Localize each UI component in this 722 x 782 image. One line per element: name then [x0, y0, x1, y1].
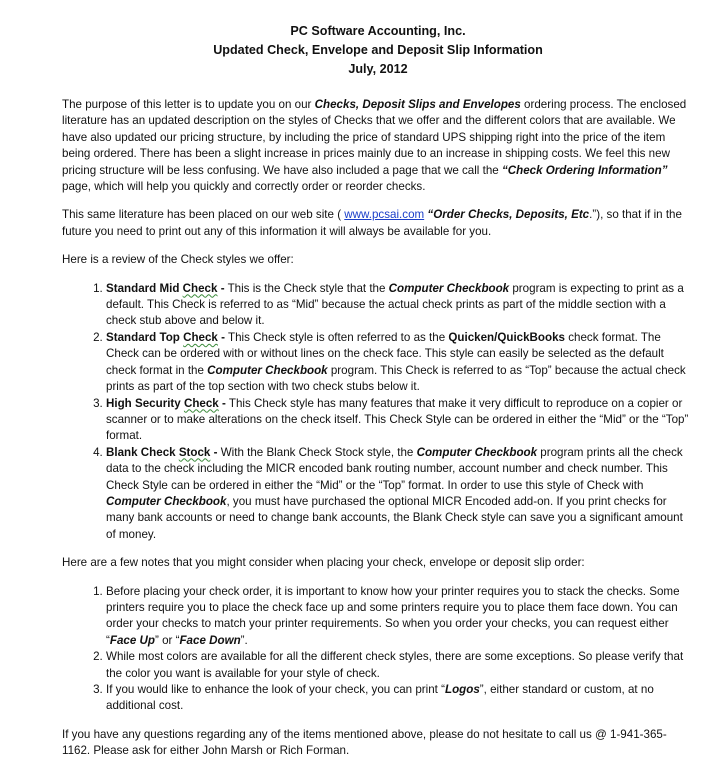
style-name-text: Blank Check: [106, 445, 179, 459]
intro-emphasis-products: Checks, Deposit Slips and Envelopes: [314, 98, 521, 111]
style-text: , you must have purchased the optional MICR Encoded add-on. If you print checks for many bank accounts or need to change bank accounts, the Blank Check style can save you a significant amount of money.: [106, 494, 683, 541]
list-item: [106, 649, 694, 682]
product-name: Computer Checkbook: [416, 445, 538, 459]
list-item: [106, 281, 694, 330]
note-text: ”, either standard or custom, at no additional cost.: [106, 683, 654, 713]
product-name: Computer Checkbook: [388, 281, 510, 295]
style-name-mid: [106, 282, 225, 295]
note-text: Before placing your check order, it is important to know how your printer requires you to stack the checks. Some printers require you to place the check face up and some printers require you to place them face down. You can order your checks to match your printer requirements. So when you order your checks, you can request either “: [106, 584, 680, 647]
note-text: ”.: [240, 633, 248, 647]
style-name-blank: [106, 446, 217, 459]
style-text: This is the Check style that the: [224, 281, 389, 295]
intro-text-1: The purpose of this letter is to update you on our: [62, 98, 315, 111]
style-text: This Check style is often referred to as the: [224, 330, 449, 344]
intro-text-2: ordering process. The enclosed literature has an updated description on the styles of Checks that we offer and the different colors that are available. We have also updated our pricing structure, by including the price of standard UPS shipping right into the price of the item being ordered. There has been a slight increase in prices mainly due to an increase in shipping costs. We feel this new pricing structure will be less confusing. We have also included a page that we call the: [62, 98, 687, 177]
letter-date: July, 2012: [348, 62, 408, 76]
notes-intro: Here are a few notes that you might consider when placing your check, envelope or deposit slip order:: [62, 556, 585, 570]
style-name-squiggle: Stock: [178, 445, 211, 459]
letter-title: Updated Check, Envelope and Deposit Slip Information: [213, 43, 543, 57]
style-name-text: High Security: [106, 396, 184, 410]
list-item: [106, 445, 694, 543]
style-name-separator: -: [217, 330, 225, 344]
style-name-top: [106, 331, 225, 344]
style-name-text: Standard Top: [106, 330, 184, 344]
product-name: Computer Checkbook: [106, 494, 227, 508]
review-intro: Here is a review of the Check styles we offer:: [62, 253, 294, 267]
style-name-squiggle: Check: [183, 330, 218, 344]
style-text: check format. The Check can be ordered with or without lines on the check face. This style can easily be selected as the default check format in the: [106, 330, 664, 377]
list-item: [106, 584, 694, 650]
intro-emphasis-check-ordering: “Check Ordering Information”: [501, 163, 668, 177]
note-text: If you would like to enhance the look of your check, you can print “: [106, 683, 445, 696]
website-paragraph: [62, 207, 694, 240]
logos-option: Logos: [445, 683, 480, 696]
face-down-option: Face Down: [179, 633, 241, 647]
quicken-format: Quicken/QuickBooks: [448, 330, 565, 344]
website-text-2: (: [337, 208, 345, 222]
style-name-squiggle: Check: [182, 281, 218, 295]
style-text: program is expecting to print as a default. This Check is referred to as “Mid” because the actual check prints as part of the middle section with a check stub above and below it.: [106, 281, 684, 328]
note-text: While most colors are available for all the different check styles, there are some exceptions. So please verify that the color you want is available for your style of check.: [106, 650, 684, 680]
closing-paragraph: If you have any questions regarding any of the items mentioned above, please do not hesitate to call us @ 1-941-365-1162. Please ask for either John Marsh or Rich Forman.: [62, 727, 667, 758]
style-name-separator: -: [210, 445, 218, 459]
style-text: program. This Check is referred to as “Top” because the actual check prints as part of the top section with two check stubs below it.: [106, 363, 686, 394]
list-item: [106, 682, 694, 715]
check-styles-list: [62, 281, 694, 544]
intro-paragraph: [62, 97, 694, 195]
style-text: With the Blank Check Stock style, the: [217, 445, 417, 459]
style-name-separator: -: [218, 396, 226, 410]
style-text: program prints all the check data to the check including the MICR encoded bank routing number, account number and check number. This Check Style can be ordered in either the “Mid” or the “Top” format. In order to use this style of Check with: [106, 445, 683, 492]
notes-list: [62, 584, 694, 715]
website-text-1: This same literature has been placed on our web site: [62, 208, 338, 222]
style-text: This Check style has many features that make it very difficult to reproduce on a copier or scanner or to make alterations on the check itself. This Check Style can be ordered in either the “Mid” or the “Top” format.: [106, 396, 689, 443]
face-up-option: Face Up: [109, 633, 155, 647]
letter-heading: [62, 22, 694, 79]
product-name: Computer Checkbook: [207, 363, 328, 377]
list-item: [106, 330, 694, 396]
note-text: ” or “: [154, 633, 180, 647]
company-name: PC Software Accounting, Inc.: [290, 24, 466, 38]
style-name-squiggle: Check: [183, 396, 219, 410]
list-item: [106, 396, 694, 445]
website-link[interactable]: www.pcsai.com: [344, 208, 425, 222]
website-text-4: .”), so that if in the future you need to print out any of this information it will always be available for you.: [62, 208, 682, 238]
website-emphasis: “Order Checks, Deposits, Etc: [427, 208, 590, 222]
style-name-text: Standard Mid: [106, 281, 183, 295]
intro-text-3: page, which will help you quickly and correctly order or reorder checks.: [62, 180, 426, 194]
style-name-separator: -: [217, 281, 225, 295]
style-name-security: [106, 397, 226, 410]
